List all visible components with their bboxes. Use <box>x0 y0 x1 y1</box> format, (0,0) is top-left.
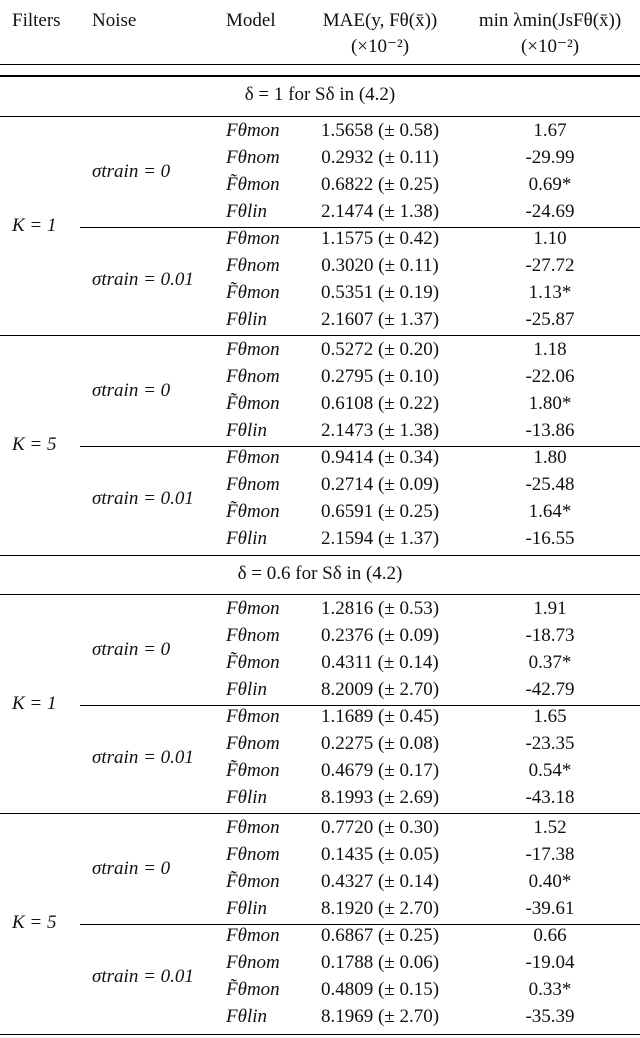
lambda-value: -35.39 <box>525 1006 575 1027</box>
model-name: F̃θmon <box>226 393 280 414</box>
section-rule-bottom <box>0 594 640 595</box>
noise-sigma-label: σtrain = 0.01 <box>92 269 194 290</box>
model-name: Fθnom <box>226 733 280 754</box>
model-name: F̃θmon <box>226 652 280 673</box>
model-name: Fθlin <box>226 898 267 919</box>
model-name: F̃θmon <box>226 282 280 303</box>
mae-value: 0.6108 (± 0.22) <box>320 393 440 414</box>
mae-value: 0.2275 (± 0.08) <box>320 733 440 754</box>
model-name: Fθlin <box>226 309 267 330</box>
model-name: Fθnom <box>226 625 280 646</box>
mae-value: 0.4327 (± 0.14) <box>320 871 440 892</box>
mae-value: 0.6867 (± 0.25) <box>320 925 440 946</box>
noise-sigma-label: σtrain = 0.01 <box>92 747 194 768</box>
model-name: Fθmon <box>226 447 280 468</box>
mae-value: 8.1920 (± 2.70) <box>320 898 440 919</box>
lambda-value: 1.10 <box>533 228 567 249</box>
mae-value: 0.9414 (± 0.34) <box>320 447 440 468</box>
lambda-value: 1.52 <box>533 817 567 838</box>
noise-sigma-label: σtrain = 0 <box>92 380 171 401</box>
mae-value: 2.1607 (± 1.37) <box>320 309 440 330</box>
k-group-separator <box>0 813 640 814</box>
model-name: Fθmon <box>226 598 280 619</box>
mae-value: 0.5272 (± 0.20) <box>320 339 440 360</box>
lambda-value: 1.80* <box>528 393 572 414</box>
section-title: δ = 0.6 for Sδ in (4.2) <box>237 563 403 584</box>
lambda-value: -25.48 <box>525 474 575 495</box>
model-name: Fθmon <box>226 120 280 141</box>
mae-value: 0.3020 (± 0.11) <box>321 255 439 276</box>
mae-value: 1.1689 (± 0.45) <box>320 706 440 727</box>
model-name: Fθlin <box>226 1006 267 1027</box>
mae-value: 0.4809 (± 0.15) <box>320 979 440 1000</box>
mae-value: 0.4679 (± 0.17) <box>320 760 440 781</box>
mae-value: 1.1575 (± 0.42) <box>320 228 440 249</box>
noise-sigma-label: σtrain = 0 <box>92 639 171 660</box>
header-rule-top <box>0 64 640 65</box>
lambda-value: -42.79 <box>525 679 575 700</box>
header-mae-scale: (×10⁻²) <box>350 36 410 57</box>
mae-value: 0.6591 (± 0.25) <box>320 501 440 522</box>
model-name: Fθmon <box>226 817 280 838</box>
lambda-value: -22.06 <box>525 366 575 387</box>
mae-value: 8.2009 (± 2.70) <box>320 679 440 700</box>
header-lambda: min λmin(JsFθ(x̄)) <box>478 10 622 31</box>
lambda-value: -24.69 <box>525 201 575 222</box>
filters-k-label: K = 5 <box>12 912 57 933</box>
mae-value: 1.5658 (± 0.58) <box>320 120 440 141</box>
lambda-value: 0.37* <box>528 652 572 673</box>
mae-value: 0.5351 (± 0.19) <box>320 282 440 303</box>
lambda-value: 1.13* <box>528 282 572 303</box>
section-rule-bottom <box>0 116 640 117</box>
model-name: Fθmon <box>226 228 280 249</box>
mae-value: 0.4311 (± 0.14) <box>321 652 439 673</box>
model-name: Fθmon <box>226 706 280 727</box>
lambda-value: -16.55 <box>525 528 575 549</box>
mae-value: 0.2714 (± 0.09) <box>320 474 440 495</box>
mae-value: 2.1473 (± 1.38) <box>320 420 440 441</box>
mae-value: 1.2816 (± 0.53) <box>320 598 440 619</box>
model-name: Fθlin <box>226 787 267 808</box>
mae-value: 0.2376 (± 0.09) <box>320 625 440 646</box>
lambda-value: 0.40* <box>528 871 572 892</box>
lambda-value: -43.18 <box>525 787 575 808</box>
section-rule-top <box>0 555 640 556</box>
lambda-value: -39.61 <box>525 898 575 919</box>
noise-sigma-label: σtrain = 0 <box>92 858 171 879</box>
model-name: Fθmon <box>226 925 280 946</box>
mae-value: 8.1993 (± 2.69) <box>320 787 440 808</box>
model-name: Fθnom <box>226 474 280 495</box>
mae-value: 0.6822 (± 0.25) <box>320 174 440 195</box>
mae-value: 0.2795 (± 0.10) <box>320 366 440 387</box>
model-name: Fθnom <box>226 255 280 276</box>
model-name: Fθlin <box>226 679 267 700</box>
lambda-value: -19.04 <box>525 952 575 973</box>
noise-sigma-label: σtrain = 0.01 <box>92 488 194 509</box>
lambda-value: 0.33* <box>528 979 572 1000</box>
model-name: Fθlin <box>226 528 267 549</box>
model-name: Fθnom <box>226 844 280 865</box>
k-group-separator <box>0 335 640 336</box>
noise-sigma-label: σtrain = 0 <box>92 161 171 182</box>
lambda-value: -23.35 <box>525 733 575 754</box>
mae-value: 0.1435 (± 0.05) <box>320 844 440 865</box>
model-name: Fθmon <box>226 339 280 360</box>
model-name: F̃θmon <box>226 871 280 892</box>
lambda-value: -25.87 <box>525 309 575 330</box>
lambda-value: -17.38 <box>525 844 575 865</box>
model-name: Fθnom <box>226 952 280 973</box>
lambda-value: -18.73 <box>525 625 575 646</box>
lambda-value: 1.65 <box>533 706 567 727</box>
noise-sigma-label: σtrain = 0.01 <box>92 966 194 987</box>
lambda-value: 1.64* <box>528 501 572 522</box>
section-rule-top <box>0 76 640 77</box>
model-name: Fθnom <box>226 147 280 168</box>
lambda-value: 0.54* <box>528 760 572 781</box>
filters-k-label: K = 1 <box>12 215 57 236</box>
mae-value: 0.1788 (± 0.06) <box>320 952 440 973</box>
model-name: Fθlin <box>226 201 267 222</box>
lambda-value: 1.18 <box>533 339 567 360</box>
header-lambda-scale: (×10⁻²) <box>520 36 580 57</box>
mae-value: 2.1474 (± 1.38) <box>320 201 440 222</box>
lambda-value: 1.80 <box>533 447 567 468</box>
lambda-value: -13.86 <box>525 420 575 441</box>
mae-value: 8.1969 (± 2.70) <box>320 1006 440 1027</box>
lambda-value: 1.67 <box>533 120 567 141</box>
header-model: Model <box>226 10 276 31</box>
model-name: F̃θmon <box>226 501 280 522</box>
section-title: δ = 1 for Sδ in (4.2) <box>244 84 396 105</box>
header-filters: Filters <box>12 10 61 31</box>
table-bottom-rule <box>0 1034 640 1035</box>
model-name: F̃θmon <box>226 174 280 195</box>
header-mae: MAE(y, Fθ(x̄)) <box>322 10 438 31</box>
lambda-value: 1.91 <box>533 598 567 619</box>
filters-k-label: K = 5 <box>12 434 57 455</box>
mae-value: 0.7720 (± 0.30) <box>320 817 440 838</box>
model-name: F̃θmon <box>226 760 280 781</box>
mae-value: 0.2932 (± 0.11) <box>321 147 439 168</box>
lambda-value: 0.66 <box>533 925 567 946</box>
filters-k-label: K = 1 <box>12 693 57 714</box>
mae-value: 2.1594 (± 1.37) <box>320 528 440 549</box>
header-noise: Noise <box>92 10 137 31</box>
lambda-value: -29.99 <box>525 147 575 168</box>
model-name: F̃θmon <box>226 979 280 1000</box>
model-name: Fθnom <box>226 366 280 387</box>
lambda-value: 0.69* <box>528 174 572 195</box>
lambda-value: -27.72 <box>525 255 575 276</box>
model-name: Fθlin <box>226 420 267 441</box>
